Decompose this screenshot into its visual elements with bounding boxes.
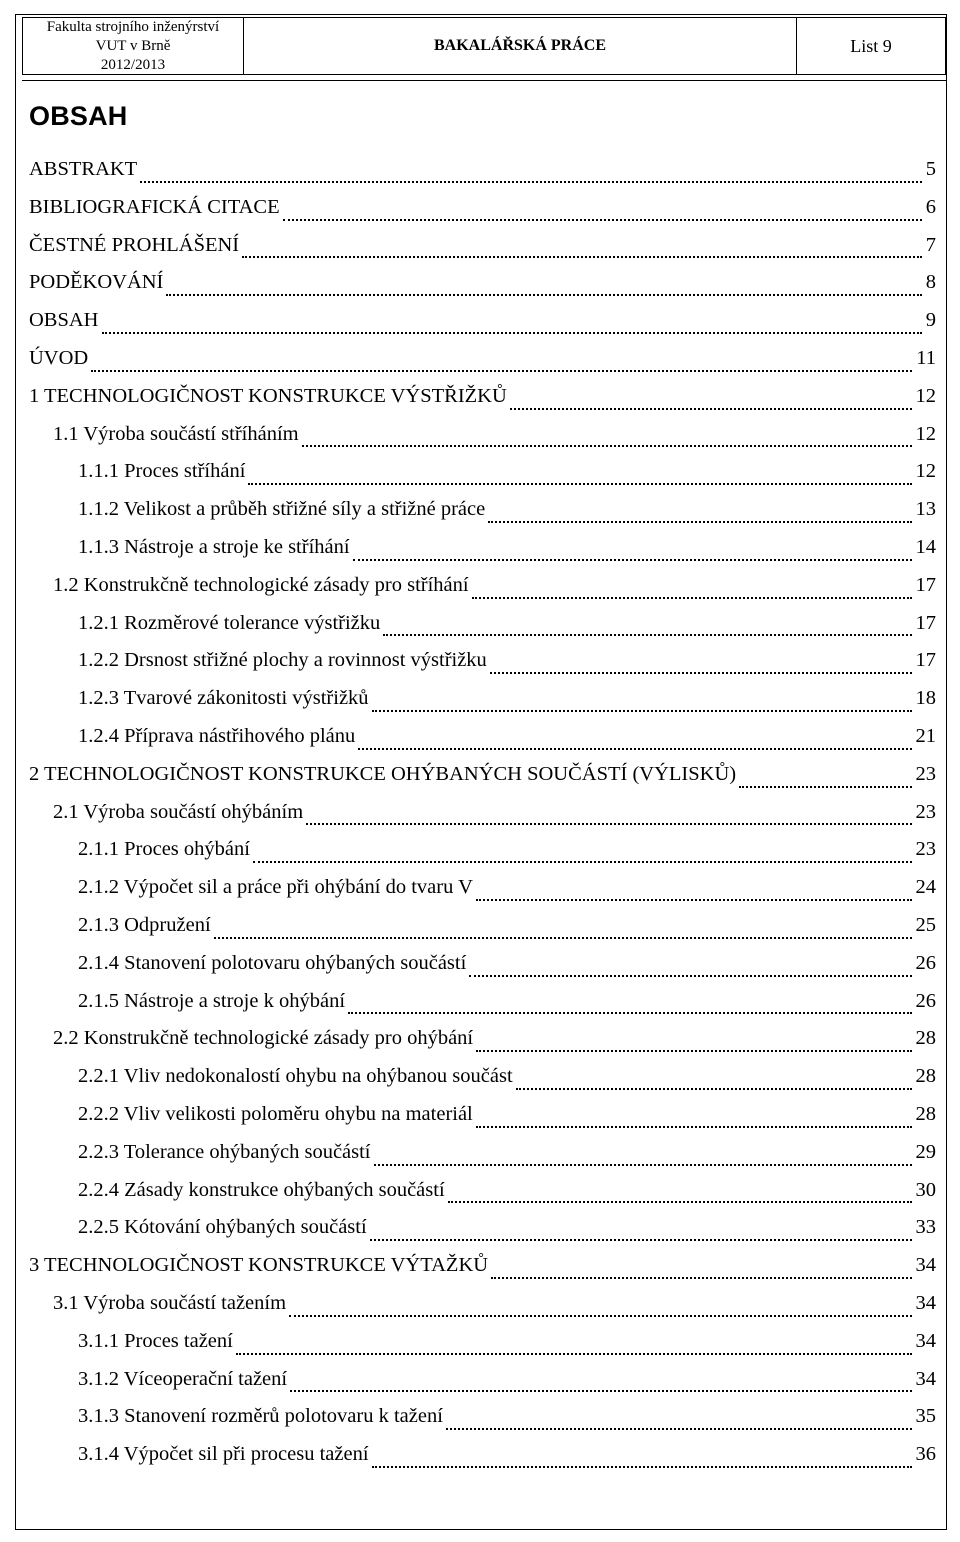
toc-entry-page: 23 [915,762,936,785]
toc-entry[interactable] [29,234,936,272]
toc-entry[interactable] [29,1405,936,1443]
dot-leader [358,748,911,750]
dot-leader [253,861,912,863]
toc-entry[interactable] [29,574,936,612]
toc-entry-label: 2.2 Konstrukčně technologické zásady pro ohýbání [53,1027,474,1050]
toc-entry[interactable] [29,687,936,725]
toc-entry-label: OBSAH [29,309,99,332]
toc-entry-label: 1.2.1 Rozměrové tolerance výstřižku [78,611,381,634]
dot-leader [448,1201,912,1203]
dot-leader [102,332,922,334]
dot-leader [372,1466,912,1468]
toc-entry-label: 2.2.3 Tolerance ohýbaných součástí [78,1140,371,1163]
toc-entry-label: 1.2.3 Tvarové zákonitosti výstřižků [78,687,369,710]
toc-entry-label: ABSTRAKT [29,158,138,180]
dot-leader [91,370,912,372]
toc-entry-page: 34 [915,1291,936,1314]
toc-entry-label: 3.1.2 Víceoperační tažení [78,1367,288,1390]
page-header [22,17,946,75]
dot-leader [306,823,911,825]
toc-entry-page: 17 [915,649,936,672]
dot-leader [476,1126,912,1128]
toc-entry[interactable] [29,196,936,234]
dot-leader [383,634,911,636]
toc-entry[interactable] [29,1254,936,1292]
dot-leader [242,256,922,258]
toc-entry-label: 2.2.1 Vliv nedokonalostí ohybu na ohýbanou součást [78,1065,513,1088]
dot-leader [236,1353,912,1355]
toc-entry-page: 33 [915,1216,936,1239]
dot-leader [289,1315,911,1317]
toc-entry-page: 34 [915,1367,936,1390]
toc-entry-page: 35 [915,1405,936,1428]
toc-entry-page: 26 [915,989,936,1012]
toc-entry[interactable] [29,423,936,461]
toc-entry-page: 34 [915,1329,936,1352]
toc-entry-label: 1 TECHNOLOGIČNOST KONSTRUKCE VÝSTŘIŽKŮ [29,384,507,407]
toc-entry-label: 2.1.4 Stanovení polotovaru ohýbaných součástí [78,951,467,974]
toc-entry[interactable] [29,838,936,876]
toc-entry-label: 2.1 Výroba součástí ohýbáním [53,800,304,823]
toc-entry[interactable] [29,952,936,990]
toc-entry-label: 1.2.2 Drsnost střižné plochy a rovinnost výstřižku [78,649,487,672]
toc-entry-page: 29 [915,1140,936,1163]
toc-entry-label: 1.1.3 Nástroje a stroje ke stříhání [78,535,350,558]
toc-entry-page: 24 [915,876,936,899]
toc-entry-label: ČESTNÉ PROHLÁŠENÍ [29,233,240,256]
dot-leader [370,1239,912,1241]
toc-entry-page: 5 [925,158,936,180]
toc-entry-page: 7 [925,233,936,256]
toc-entry-label: 2.2.2 Vliv velikosti poloměru ohybu na materiál [78,1102,473,1125]
dot-leader [353,559,912,561]
faculty-block [23,18,244,74]
toc-entry-label: 1.1.2 Velikost a průběh střižné síly a střižné práce [78,498,486,521]
toc-entry-label: 1.2 Konstrukčně technologické zásady pro stříhání [53,573,469,596]
toc-entry[interactable] [29,536,936,574]
toc-entry[interactable] [29,158,936,196]
thesis-type: BAKALÁŘSKÁ PRÁCE [244,18,797,74]
toc-entry-page: 12 [915,460,936,483]
toc-entry-page: 26 [915,951,936,974]
dot-leader [491,1277,911,1279]
dot-leader [490,672,912,674]
header-divider [22,80,946,81]
toc-entry[interactable] [29,914,936,952]
dot-leader [374,1164,912,1166]
toc-entry[interactable] [29,763,936,801]
toc-entry-label: 2.1.2 Výpočet sil a práce při ohýbání do tvaru V [78,876,473,899]
dot-leader [290,1390,911,1392]
toc-entry-label: 2.1.3 Odpružení [78,913,211,936]
toc-entry-page: 28 [915,1102,936,1125]
dot-leader [472,597,912,599]
dot-leader [348,1012,911,1014]
toc-entry-page: 18 [915,687,936,710]
toc-entry-page: 23 [915,838,936,861]
toc-entry[interactable] [29,725,936,763]
toc-entry[interactable] [29,347,936,385]
dot-leader [516,1088,912,1090]
dot-leader [446,1428,912,1430]
toc-entry-label: 3.1.1 Proces tažení [78,1329,233,1352]
faculty-name: Fakulta strojního inženýrství [46,18,220,35]
dot-leader [372,710,912,712]
toc-entry[interactable] [29,498,936,536]
toc-entry-page: 17 [915,611,936,634]
sheet-number: List 9 [850,35,892,56]
toc-entry[interactable] [29,1292,936,1330]
toc-entry-page: 11 [916,346,936,369]
toc-entry-label: 1.2.4 Příprava nástřihového plánu [78,724,356,747]
toc-entry-label: 3 TECHNOLOGIČNOST KONSTRUKCE VÝTAŽKŮ [29,1254,489,1277]
toc-entry-page: 21 [915,724,936,747]
toc-entry-page: 36 [915,1443,936,1466]
toc-entry-label: 1.1.1 Proces stříhání [78,460,246,483]
toc-entry[interactable] [29,1443,936,1481]
toc-entry-page: 9 [925,309,936,332]
toc-entry[interactable] [29,309,936,347]
toc-entry[interactable] [29,1216,936,1254]
toc-entry[interactable] [29,1179,936,1217]
toc-entry-page: 13 [915,498,936,521]
dot-leader [469,975,911,977]
toc-entry-page: 23 [915,800,936,823]
toc-entry[interactable] [29,649,936,687]
toc-entry[interactable] [29,990,936,1028]
toc-entry-label: BIBLIOGRAFICKÁ CITACE [29,195,280,218]
toc-entry-page: 12 [915,384,936,407]
toc-entry-page: 12 [915,422,936,445]
toc-entry-page: 14 [915,535,936,558]
toc-entry-page: 34 [915,1254,936,1277]
toc-entry-label: 2 TECHNOLOGIČNOST KONSTRUKCE OHÝBANÝCH SOUČÁSTÍ (VÝLISKŮ) [29,762,737,785]
toc-entry[interactable] [29,612,936,650]
dot-leader [248,483,911,485]
toc-entry-label: 2.2.5 Kótování ohýbaných součástí [78,1216,367,1239]
toc-entry-page: 25 [915,913,936,936]
toc-entry-page: 8 [925,271,936,294]
toc-entry-label: 2.1.1 Proces ohýbání [78,838,250,861]
toc-entry-page: 30 [915,1178,936,1201]
toc-entry[interactable] [29,876,936,914]
dot-leader [476,1050,911,1052]
toc-entry[interactable] [29,1330,936,1368]
toc-entry-label: 1.1 Výroba součástí stříháním [53,422,299,445]
toc-entry-label: ÚVOD [29,346,89,369]
toc-entry-page: 6 [925,195,936,218]
toc-entry-label: 3.1.3 Stanovení rozměrů polotovaru k tažení [78,1405,443,1428]
toc-entry[interactable] [29,1141,936,1179]
toc-entry-page: 28 [915,1027,936,1050]
page-title: OBSAH [29,101,128,131]
table-of-contents [29,158,936,1481]
dot-leader [302,445,912,447]
toc-entry-label: 2.2.4 Zásady konstrukce ohýbaných součástí [78,1178,445,1201]
toc-entry[interactable] [29,1368,936,1406]
toc-entry[interactable] [29,1065,936,1103]
dot-leader [739,786,911,788]
dot-leader [283,219,922,221]
toc-entry-label: 3.1.4 Výpočet sil při procesu tažení [78,1443,369,1466]
toc-entry-label: PODĚKOVÁNÍ [29,271,164,294]
dot-leader [214,937,912,939]
toc-entry[interactable] [29,1027,936,1065]
toc-entry-label: 3.1 Výroba součástí tažením [53,1291,287,1314]
toc-entry[interactable] [29,801,936,839]
university-name: VUT v Brně [95,37,171,54]
toc-entry-page: 28 [915,1065,936,1088]
toc-entry-page: 17 [915,573,936,596]
toc-entry[interactable] [29,385,936,423]
toc-entry[interactable] [29,271,936,309]
dot-leader [140,181,922,183]
toc-entry[interactable] [29,460,936,498]
dot-leader [488,521,911,523]
toc-entry-label: 2.1.5 Nástroje a stroje k ohýbání [78,989,346,1012]
dot-leader [510,408,912,410]
academic-year: 2012/2013 [100,56,166,73]
dot-leader [476,899,912,901]
toc-entry[interactable] [29,1103,936,1141]
dot-leader [166,294,921,296]
